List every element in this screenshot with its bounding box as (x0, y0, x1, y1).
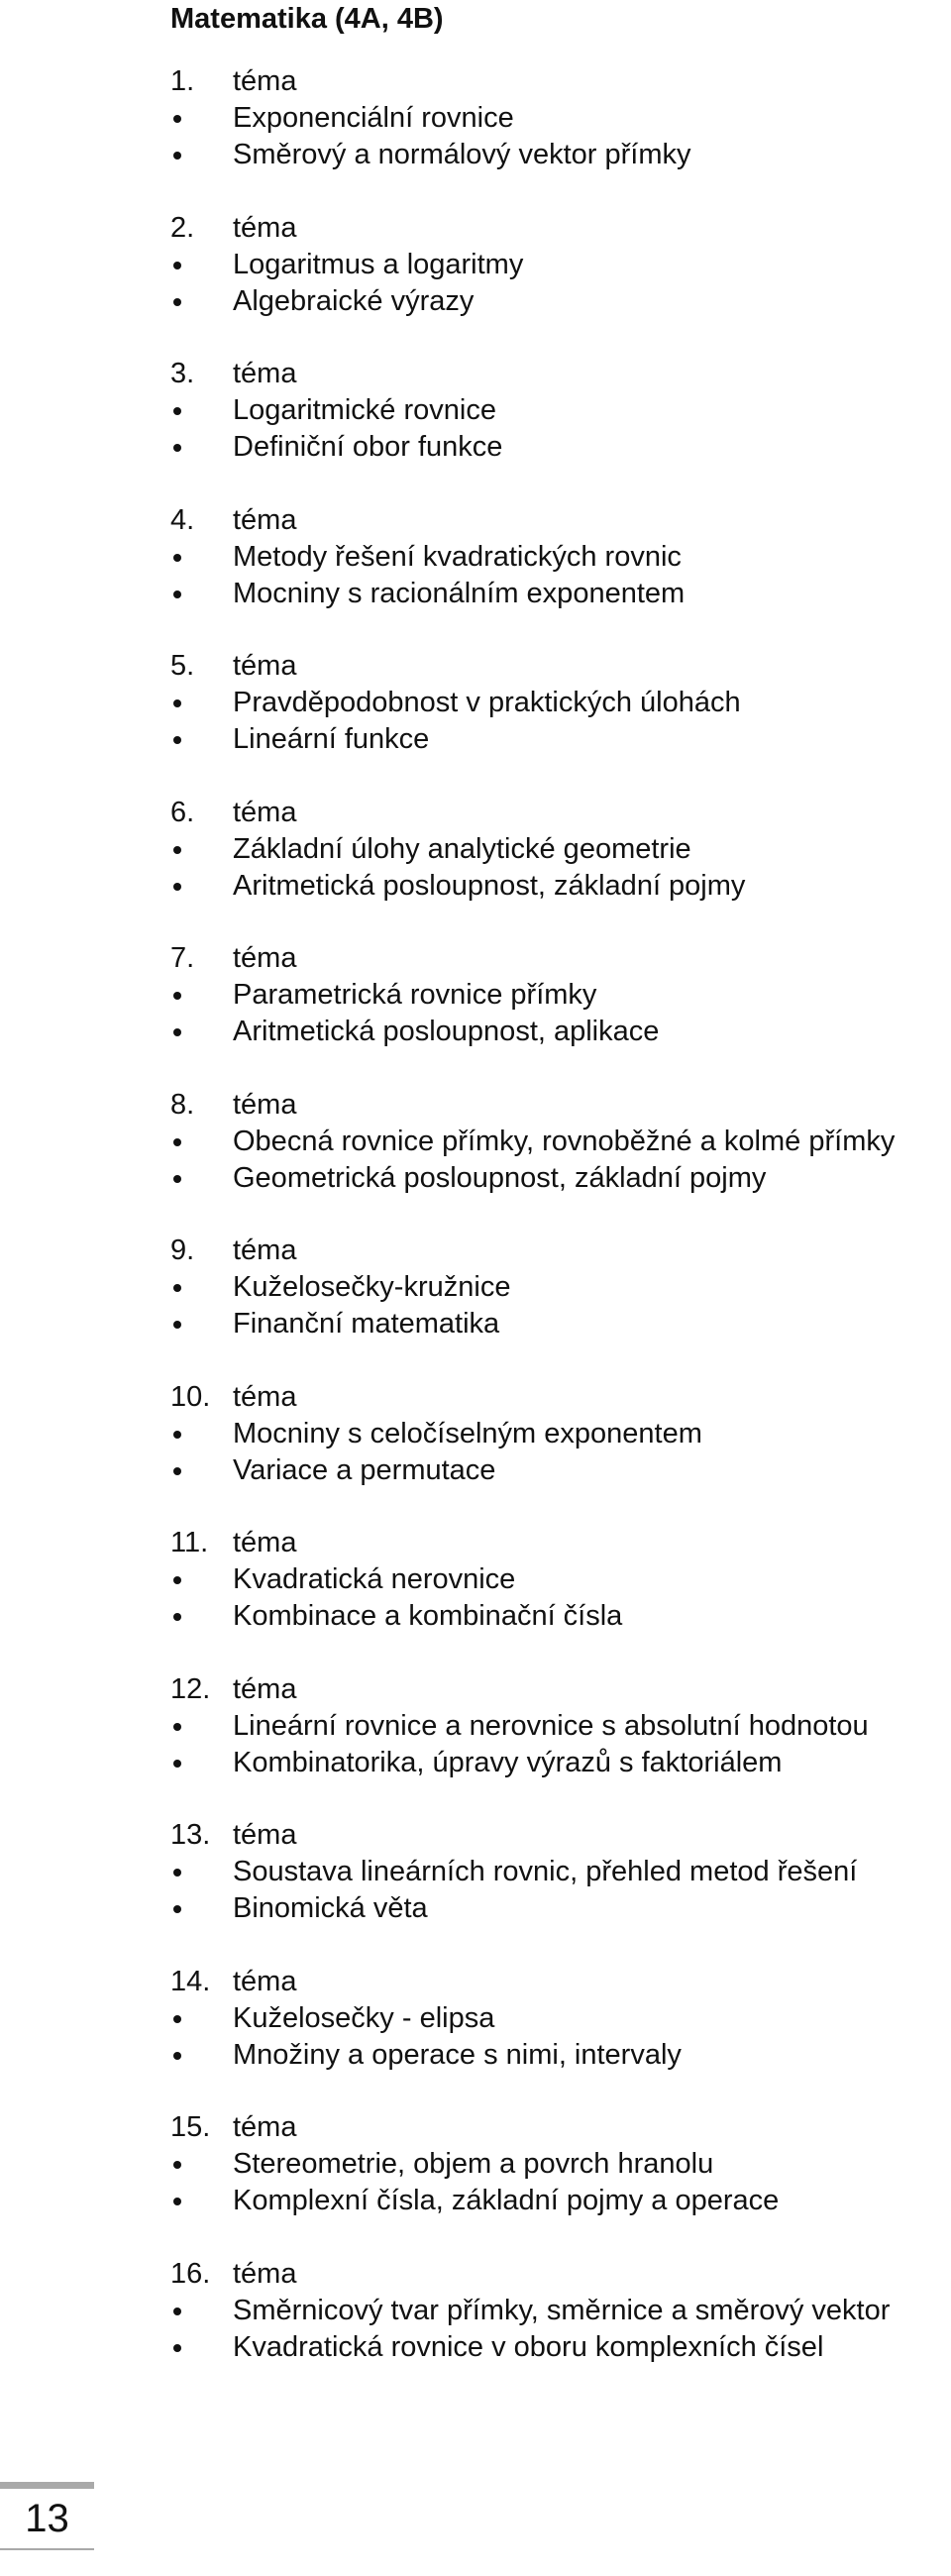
page-footer (0, 2482, 94, 2550)
topic-block (170, 1817, 943, 1964)
topic-number: 1. (170, 65, 195, 97)
topic-item (170, 868, 943, 905)
footer-rule-top (0, 2482, 94, 2489)
topic-number: 7. (170, 942, 195, 974)
topic-label: téma (233, 1965, 297, 1997)
bullet-icon (173, 2308, 181, 2315)
bullet-icon (173, 992, 181, 1000)
topic-item (170, 1416, 943, 1452)
topic-heading (170, 1671, 943, 1708)
bullet-icon (173, 699, 181, 707)
topic-heading (170, 1964, 943, 2000)
topic-item (170, 1160, 943, 1197)
topic-label: téma (233, 650, 297, 682)
bullet-icon (173, 2015, 181, 2023)
bullet-icon (173, 1467, 181, 1475)
bullet-icon (173, 554, 181, 562)
topic-label: téma (233, 503, 297, 536)
topic-item (170, 283, 943, 320)
topic-label: téma (233, 358, 297, 389)
topic-item (170, 1745, 943, 1781)
topic-item-text: Základní úlohy analytické geometrie (233, 832, 691, 865)
bullet-icon (173, 1175, 181, 1183)
topic-label: téma (233, 65, 297, 97)
topic-block (170, 648, 943, 795)
topic-item-text: Směrový a normálový vektor přímky (233, 139, 691, 170)
topic-heading (170, 2109, 943, 2146)
topic-item (170, 1014, 943, 1050)
topic-item (170, 1598, 943, 1635)
topic-number: 5. (170, 650, 195, 682)
topic-item (170, 392, 943, 429)
topic-item (170, 2329, 943, 2366)
topic-item-text: Obecná rovnice přímky, rovnoběžné a kolmé přímky (233, 1125, 896, 1157)
topic-heading (170, 1817, 943, 1854)
topic-number: 10. (170, 1380, 211, 1413)
topic-number: 8. (170, 1088, 195, 1121)
topic-item-text: Komplexní čísla, základní pojmy a operace (233, 2185, 780, 2216)
bullet-icon (173, 1028, 181, 1036)
bullet-icon (173, 407, 181, 415)
topic-heading (170, 1379, 943, 1416)
topic-label: téma (233, 2111, 297, 2143)
topic-label: téma (233, 1380, 297, 1413)
topic-block (170, 2109, 943, 2256)
page-title: Matematika (4A, 4B) (170, 3, 444, 35)
topic-item-text: Aritmetická posloupnost, základní pojmy (233, 869, 746, 902)
bullet-icon (173, 444, 181, 452)
topic-item-text: Kvadratická rovnice v oboru komplexních čísel (233, 2330, 824, 2363)
topic-number: 14. (170, 1965, 211, 1997)
topic-block (170, 795, 943, 941)
bullet-icon (173, 1431, 181, 1439)
topic-label: téma (233, 942, 297, 974)
topic-heading (170, 648, 943, 685)
bullet-icon (173, 1869, 181, 1877)
topic-number: 12. (170, 1672, 211, 1705)
bullet-icon (173, 2161, 181, 2169)
topic-heading (170, 210, 943, 247)
topic-item (170, 1124, 943, 1160)
topic-item-text: Aritmetická posloupnost, aplikace (233, 1016, 660, 1047)
topic-number: 9. (170, 1234, 195, 1266)
topic-item-text: Algebraické výrazy (233, 284, 475, 317)
topic-heading (170, 1233, 943, 1269)
topic-label: téma (233, 1234, 297, 1266)
topic-item-text: Lineární rovnice a nerovnice s absolutní hodnotou (233, 1709, 869, 1742)
topic-number: 15. (170, 2111, 211, 2143)
topic-block (170, 1379, 943, 1526)
topic-label: téma (233, 1527, 297, 1558)
bullet-icon (173, 736, 181, 744)
topic-item (170, 1854, 943, 1890)
topic-item-text: Definiční obor funkce (233, 431, 503, 463)
footer-rule-bottom (0, 2548, 94, 2550)
topic-item-text: Kombinace a kombinační čísla (233, 1600, 623, 1632)
topic-heading (170, 1525, 943, 1561)
topic-number: 4. (170, 503, 195, 536)
topic-heading (170, 795, 943, 831)
topic-label: téma (233, 1819, 297, 1851)
topic-item-text: Kuželosečky - elipsa (233, 2001, 495, 2034)
topic-item-text: Logaritmus a logaritmy (233, 248, 524, 280)
bullet-icon (173, 2052, 181, 2060)
topic-item (170, 685, 943, 721)
topic-block (170, 1525, 943, 1671)
topic-number: 13. (170, 1819, 211, 1851)
bullet-icon (173, 590, 181, 598)
bullet-icon (173, 1138, 181, 1146)
topic-label: téma (233, 1088, 297, 1121)
topic-item-text: Kuželosečky-kružnice (233, 1271, 511, 1303)
topic-item-text: Směrnicový tvar přímky, směrnice a směrový vektor (233, 2294, 891, 2326)
topic-item-text: Variace a permutace (233, 1453, 496, 1486)
topic-item-text: Binomická věta (233, 1892, 428, 1924)
topic-item-text: Parametrická rovnice přímky (233, 979, 597, 1011)
topic-item (170, 1561, 943, 1598)
topic-list (170, 63, 943, 2402)
bullet-icon (173, 152, 181, 160)
topic-item-text: Exponenciální rovnice (233, 102, 514, 134)
topic-item-text: Mocniny s celočíselným exponentem (233, 1417, 702, 1449)
topic-heading (170, 63, 943, 100)
topic-number: 16. (170, 2257, 211, 2290)
topic-item (170, 100, 943, 137)
topic-item (170, 1452, 943, 1489)
topic-item (170, 1890, 943, 1927)
topic-item (170, 2146, 943, 2183)
bullet-icon (173, 262, 181, 269)
topic-number: 2. (170, 211, 195, 244)
bullet-icon (173, 298, 181, 306)
bullet-icon (173, 2198, 181, 2205)
topic-item-text: Metody řešení kvadratických rovnic (233, 540, 682, 573)
topic-item (170, 721, 943, 758)
topic-label: téma (233, 1672, 297, 1705)
bullet-icon (173, 1284, 181, 1292)
topic-number: 6. (170, 796, 195, 828)
topic-item (170, 831, 943, 868)
topic-item-text: Množiny a operace s nimi, intervaly (233, 2038, 682, 2071)
topic-heading (170, 356, 943, 392)
bullet-icon (173, 883, 181, 891)
topic-item-text: Finanční matematika (233, 1308, 500, 1340)
topic-block (170, 356, 943, 502)
topic-block (170, 502, 943, 649)
topic-block (170, 940, 943, 1087)
topic-item (170, 2183, 943, 2219)
topic-item-text: Kombinatorika, úpravy výrazů s faktoriálem (233, 1746, 783, 1778)
topic-item-text: Soustava lineárních rovnic, přehled metod řešení (233, 1856, 858, 1887)
topic-number: 11. (170, 1527, 209, 1558)
topic-item (170, 576, 943, 612)
topic-item (170, 2037, 943, 2074)
page-number: 13 (25, 2497, 69, 2540)
topic-number: 3. (170, 358, 195, 389)
topic-label: téma (233, 211, 297, 244)
topic-heading (170, 940, 943, 977)
bullet-icon (173, 846, 181, 854)
topic-item (170, 247, 943, 283)
topic-item-text: Pravděpodobnost v praktických úlohách (233, 687, 741, 718)
topic-item (170, 429, 943, 466)
bullet-icon (173, 1576, 181, 1584)
topic-block (170, 1671, 943, 1818)
bullet-icon (173, 1723, 181, 1731)
bullet-icon (173, 1760, 181, 1768)
topic-item-text: Stereometrie, objem a povrch hranolu (233, 2148, 714, 2180)
topic-item (170, 137, 943, 173)
topic-block (170, 63, 943, 210)
topic-block (170, 2256, 943, 2403)
topic-item (170, 2293, 943, 2329)
topic-item (170, 1708, 943, 1745)
topic-item-text: Lineární funkce (233, 723, 430, 755)
topic-item-text: Kvadratická nerovnice (233, 1563, 516, 1595)
bullet-icon (173, 2344, 181, 2352)
topic-block (170, 210, 943, 357)
topic-item (170, 1269, 943, 1306)
topic-item (170, 539, 943, 576)
topic-item (170, 1306, 943, 1342)
topic-heading (170, 1087, 943, 1124)
topic-label: téma (233, 2257, 297, 2290)
topic-item (170, 2000, 943, 2037)
topic-heading (170, 502, 943, 539)
topic-item (170, 977, 943, 1014)
topic-item-text: Geometrická posloupnost, základní pojmy (233, 1161, 767, 1194)
topic-block (170, 1964, 943, 2110)
topic-block (170, 1087, 943, 1234)
topic-item-text: Logaritmické rovnice (233, 394, 496, 426)
bullet-icon (173, 115, 181, 123)
topic-heading (170, 2256, 943, 2293)
topic-item-text: Mocniny s racionálním exponentem (233, 577, 686, 609)
bullet-icon (173, 1321, 181, 1329)
bullet-icon (173, 1613, 181, 1621)
topic-block (170, 1233, 943, 1379)
bullet-icon (173, 1905, 181, 1913)
topic-label: téma (233, 796, 297, 828)
